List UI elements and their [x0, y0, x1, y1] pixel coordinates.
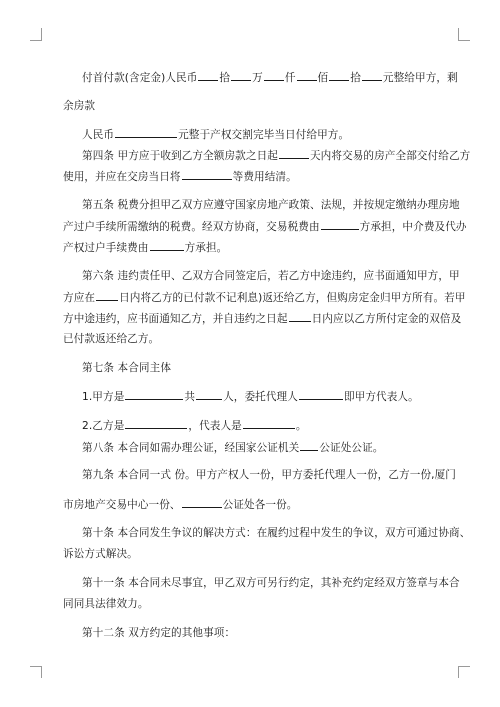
paragraph-line	[82, 468, 456, 482]
text: 第九条 本合同一式 份。甲方产权人一份，甲方委托代理人一份，乙方一份,厦门	[82, 469, 456, 481]
text: 元整给甲方，剩	[382, 72, 458, 84]
text: 拾	[350, 72, 361, 84]
paragraph-line	[82, 440, 384, 455]
section-heading	[82, 361, 171, 375]
text: 第十二条 双方约定的其他事项：	[82, 627, 236, 639]
paragraph-line	[63, 547, 138, 561]
crop-mark	[458, 666, 459, 678]
crop-mark	[458, 28, 459, 40]
text: 人，委托代理人	[223, 391, 298, 403]
fill-blank[interactable]	[150, 240, 184, 251]
text: 共	[184, 391, 196, 403]
text: 第五条 税费分担甲乙双方应遵守国家房地产政策、法规，并按规定缴纳办理房地	[82, 199, 460, 211]
fill-blank[interactable]	[96, 290, 118, 301]
paragraph-line	[82, 70, 458, 85]
text: 公证处各一份。	[222, 499, 298, 511]
fill-blank[interactable]	[299, 389, 343, 400]
text: 方承担，中介费及代办	[359, 221, 467, 233]
text: 诉讼方式解决。	[63, 548, 138, 560]
fill-blank[interactable]	[321, 219, 359, 230]
text: 元整于产权交割完毕当日付给甲方。	[178, 129, 350, 141]
text: 日内应以乙方所付定金的双倍及	[311, 313, 462, 325]
fill-blank[interactable]	[125, 389, 183, 400]
text: 公证处公证。	[319, 442, 384, 454]
crop-mark	[458, 40, 470, 41]
paragraph-line	[63, 497, 298, 512]
paragraph-line	[82, 389, 419, 404]
fill-blank[interactable]	[289, 311, 311, 322]
text: 拾	[219, 72, 231, 84]
fill-blank[interactable]	[329, 70, 349, 81]
text: 第八条 本合同如需办理公证，经国家公证机关	[82, 442, 300, 454]
paragraph-line	[82, 526, 470, 540]
paragraph-line	[63, 597, 149, 611]
text: 佰	[317, 72, 329, 84]
text: 万	[252, 72, 263, 84]
crop-mark	[41, 666, 42, 678]
crop-mark	[30, 40, 42, 41]
fill-blank[interactable]	[297, 70, 317, 81]
text: 日内将乙方的已付款不记利息)返还给乙方，但购房定金归甲方所有。若甲	[119, 292, 466, 304]
text: 方中途违约，应书面通知乙方，并自违约之日起	[63, 313, 288, 325]
paragraph-line	[82, 148, 470, 163]
crop-mark	[458, 666, 470, 667]
fill-blank[interactable]	[300, 440, 318, 451]
paragraph-line	[63, 169, 297, 184]
paragraph-line	[82, 198, 460, 212]
paragraph-line	[63, 290, 466, 305]
paragraph-line	[63, 219, 467, 234]
text: 天内将交易的房产全部交付给乙方	[309, 150, 471, 162]
fill-blank[interactable]	[362, 70, 382, 81]
text: 第十一条 本合同未尽事宜，甲乙双方可另行约定，其补充约定经双方签章与本合	[82, 577, 460, 589]
fill-blank[interactable]	[196, 389, 222, 400]
text: 第四条 甲方应于收到乙方全额房款之日起	[82, 150, 278, 162]
text: 方承担。	[184, 242, 228, 254]
text: 产过户手续所需缴纳的税费。经双方协商，交易税费由	[63, 221, 320, 233]
text: 余房款	[63, 100, 96, 112]
text: 市房地产交易中心一份、	[63, 499, 181, 511]
paragraph-line	[63, 240, 227, 255]
text: 同同具法律效力。	[63, 598, 149, 610]
paragraph-line	[82, 418, 307, 433]
paragraph-line	[63, 99, 95, 113]
fill-blank[interactable]	[198, 70, 218, 81]
text: 。	[295, 420, 307, 432]
text: 即甲方代表人。	[343, 391, 419, 403]
text: 付首付款(含定金)人民币	[82, 72, 198, 84]
paragraph-line	[63, 311, 461, 326]
fill-blank[interactable]	[125, 418, 187, 429]
paragraph-line	[63, 332, 159, 346]
text: 使用，并应在交房当日将	[63, 171, 181, 183]
text: 1.甲方是	[82, 391, 125, 403]
text: 方应在	[63, 292, 96, 304]
text: 第七条 本合同主体	[82, 362, 172, 374]
text: 第十条 本合同发生争议的解决方式：在履约过程中发生的争议，双方可通过协商、	[82, 527, 471, 539]
crop-mark	[41, 28, 42, 40]
text: 等费用结清。	[232, 171, 297, 183]
section-heading	[82, 626, 235, 640]
paragraph-line	[82, 127, 349, 142]
fill-blank[interactable]	[279, 148, 309, 159]
paragraph-line	[82, 576, 460, 590]
fill-blank[interactable]	[115, 127, 177, 138]
fill-blank[interactable]	[243, 418, 295, 429]
paragraph-line	[82, 269, 460, 283]
fill-blank[interactable]	[182, 169, 232, 180]
text: 第六条 违约责任甲、乙双方合同签定后，若乙方中途违约，应书面通知甲方，甲	[82, 270, 460, 282]
text: ，代表人是	[188, 420, 242, 432]
text: 2.乙方是	[82, 420, 125, 432]
fill-blank[interactable]	[231, 70, 251, 81]
text: 仟	[284, 72, 296, 84]
fill-blank[interactable]	[182, 497, 222, 508]
fill-blank[interactable]	[264, 70, 284, 81]
text: 人民币	[82, 129, 115, 141]
text: 已付款返还给乙方。	[63, 333, 160, 345]
text: 产权过户手续费由	[63, 242, 149, 254]
